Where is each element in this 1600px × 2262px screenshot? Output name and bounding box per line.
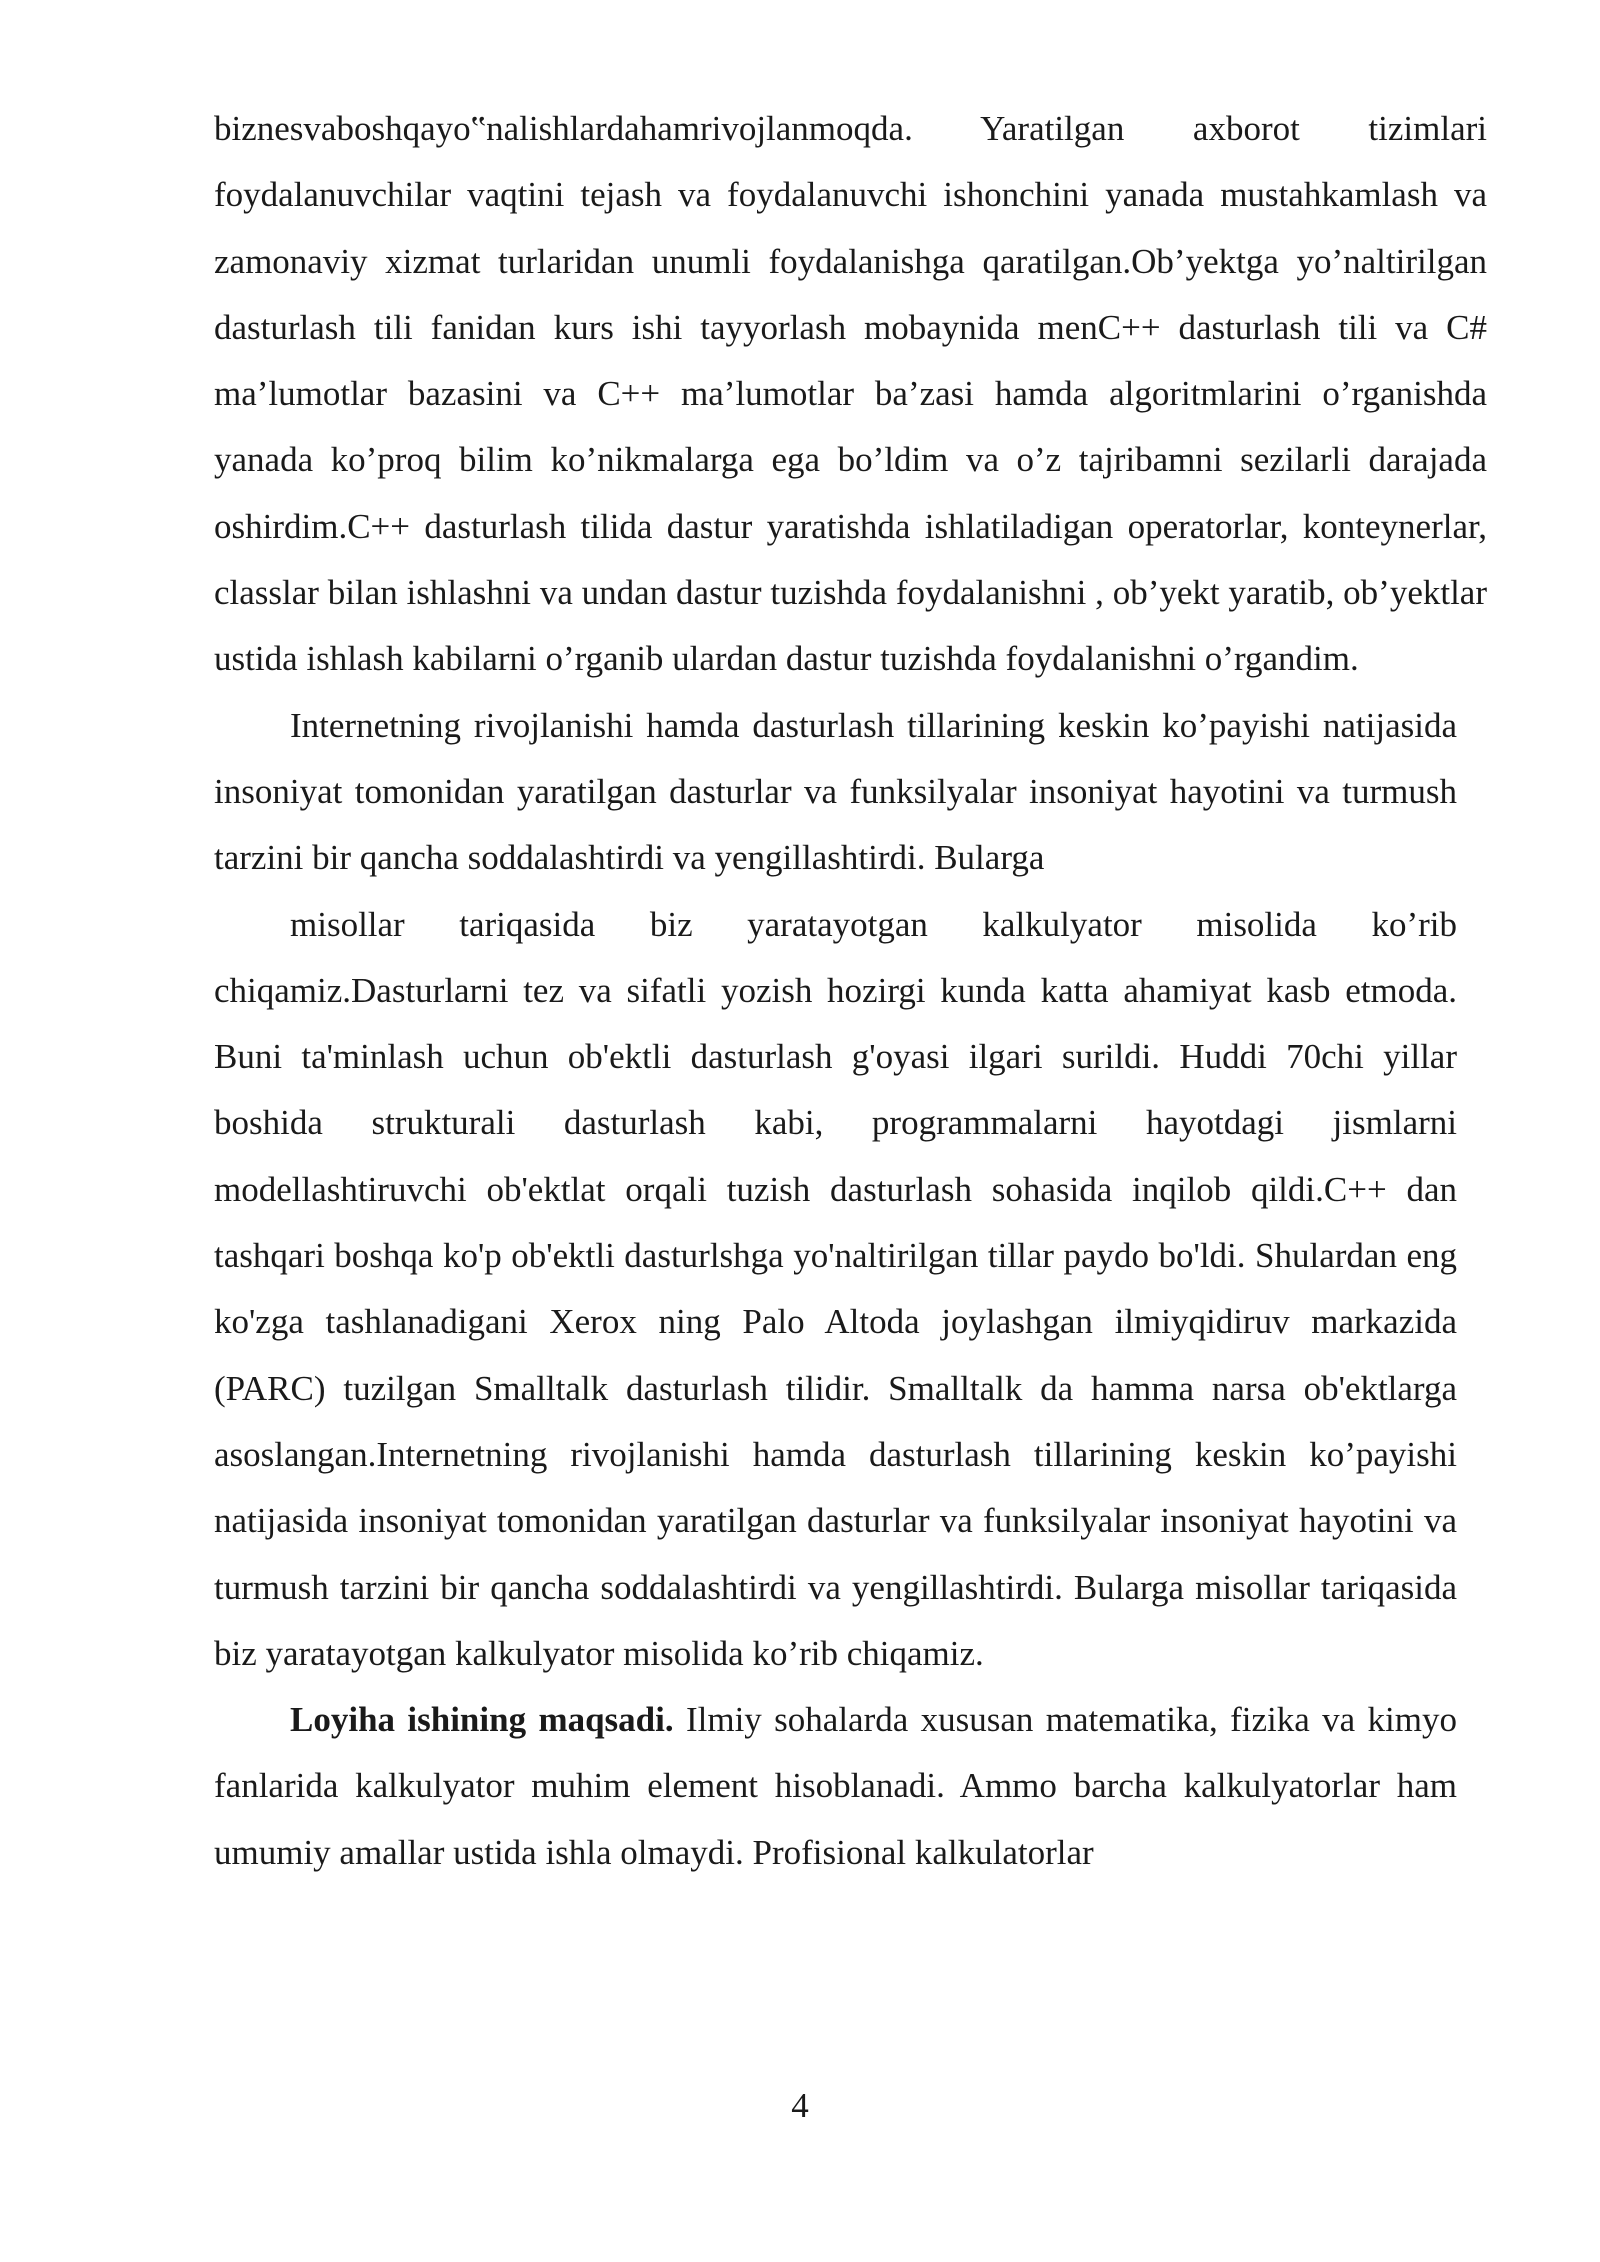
paragraph-courswork-experience: biznesvaboshqayo‟nalishlardahamrivojlanmoqda. Yaratilgan axborot tizimlari foydalanuvchilar vaqtini tejash va foydalanuvchi ishonchini yanada mustahkamlash va zamonaviy xizmat turlaridan unumli foydalanishga qaratilgan.Ob’yektga yo’naltirilgan dasturlash tili fanidan kurs ishi tayyorlash mobaynida menC++ dasturlash tili va C# ma’lumotlar bazasini va C++ ma’lumotlar ba’zasi hamda algoritmlarini o’rganishda yanada ko’proq bilim ko’nikmalarga ega bo’ldim va o’z tajribamni sezilarli darajada oshirdim.C++ dasturlash tilida dastur yaratishda ishlatiladigan operatorlar, konteynerlar, classlar bilan ishlashni va undan dastur tuzishda foydalanishni , ob’yekt yaratib, ob’yektlar ustida ishlash kabilarni o’rganib ulardan dastur tuzishda foydalanishni o’rgandim. — [214, 109, 1487, 679]
paragraph-internet-development: Internetning rivojlanishi hamda dasturlash tillarining keskin ko’payishi natijasida insoniyat tomonidan yaratilgan dasturlar va funksilyalar insoniyat hayotini va turmush tarzini bir qancha soddalashtirdi va yengillashtirdi. Bularga — [214, 705, 1457, 878]
document-body — [214, 96, 1487, 1886]
paragraph-object-oriented-history: misollar tariqasida biz yaratayotgan kalkulyator misolida ko’rib chiqamiz.Dasturlarni tez va sifatli yozish hozirgi kunda katta ahamiyat kasb etmoda. Buni ta'minlash uchun ob'ektli dasturlash g'oyasi ilgari surildi. Huddi 70chi yillar boshida strukturali dasturlash kabi, programmalarni hayotdagi jismlarni modellashtiruvchi ob'ektlat orqali tuzish dasturlash sohasida inqilob qildi.C++ dan tashqari boshqa ko'p ob'ektli dasturlshga yo'naltirilgan tillar paydo bo'ldi. Shulardan eng ko'zga tashlanadigani Xerox ning Palo Altoda joylashgan ilmiyqidiruv markazida (PARC) tuzilgan Smalltalk dasturlash tilidir. Smalltalk da hamma narsa ob'ektlarga asoslangan.Internetning rivojlanishi hamda dasturlash tillarining keskin ko’payishi natijasida insoniyat tomonidan yaratilgan dasturlar va funksilyalar insoniyat hayotini va turmush tarzini bir qancha soddalashtirdi va yengillashtirdi. Bularga misollar tariqasida biz yaratayotgan kalkulyator misolida ko’rib chiqamiz. — [214, 904, 1457, 1673]
section-heading: Loyiha ishining maqsadi. — [290, 1700, 674, 1740]
page-number: 4 — [791, 2086, 809, 2125]
paragraph-project-goal — [214, 1687, 1457, 1886]
section-text: Ilmiy sohalarda xususan matematika, fizika va kimyo fanlarida kalkulyator muhim element hisoblanadi. Ammo barcha kalkulyatorlar ham umumiy amallar ustida ishla olmaydi. Profisional kalkulatorlar — [214, 1700, 1458, 1872]
